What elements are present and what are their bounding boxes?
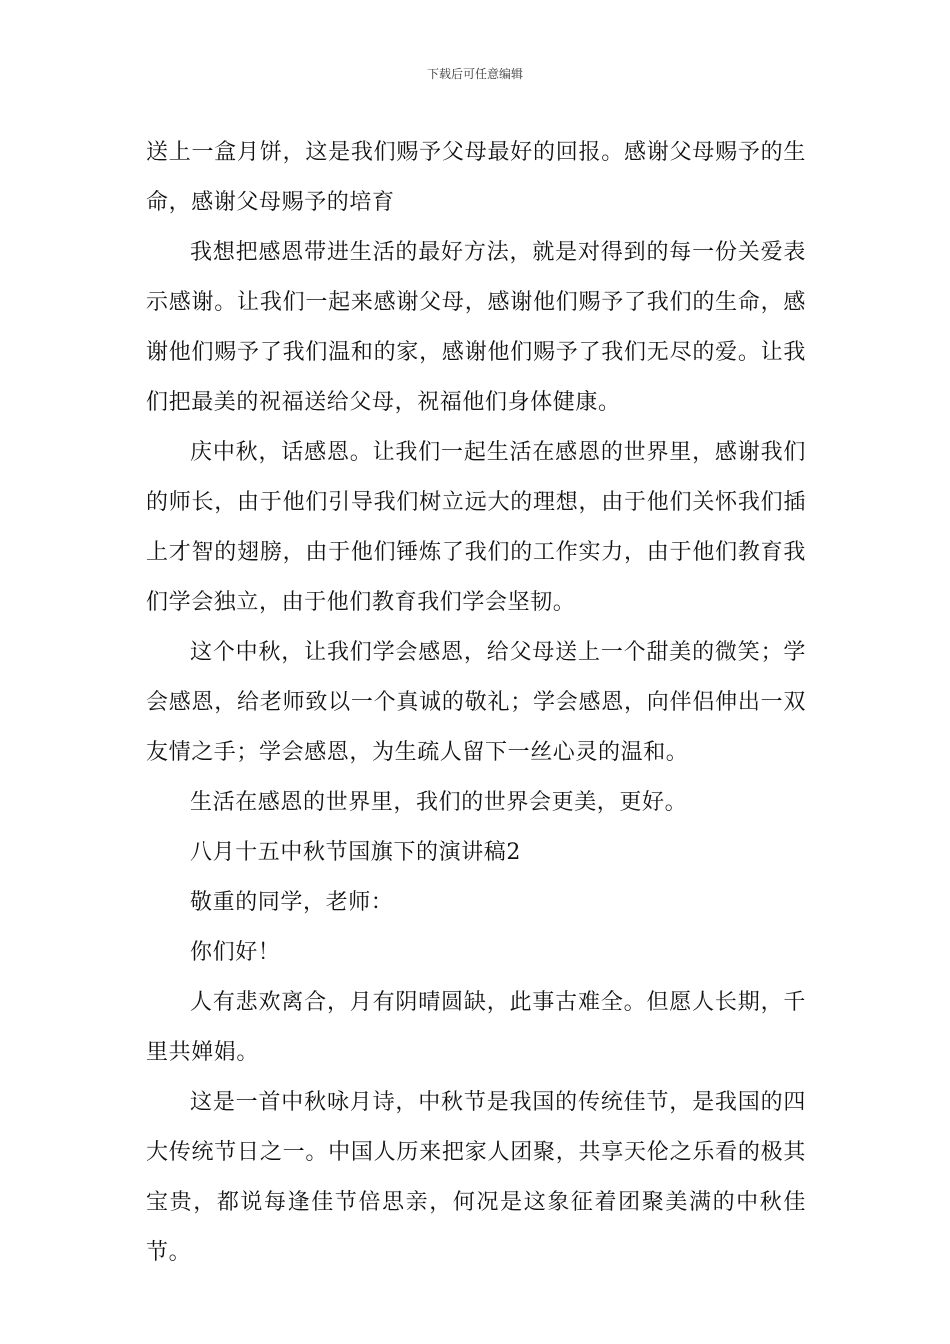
paragraph-10: 这是一首中秋咏月诗，中秋节是我国的传统佳节，是我国的四大传统节日之一。中国人历来把家人团聚，共享天伦之乐看的极其宝贵，都说每逢佳节倍思亲，何况是这象征着团聚美满的中秋佳节。: [146, 1090, 806, 1265]
paragraph-3: 庆中秋，话感恩。让我们一起生活在感恩的世界里，感谢我们的师长，由于他们引导我们树立远大的理想，由于他们关怀我们插上才智的翅膀，由于他们锤炼了我们的工作实力，由于他们教育我们学会独立，由于他们教育我们学会坚韧。: [146, 440, 806, 615]
paragraph-1: 送上一盒月饼，这是我们赐予父母最好的回报。感谢父母赐予的生命，感谢父母赐予的培育: [146, 140, 806, 215]
paragraph-poem: 人有悲欢离合，月有阴晴圆缺，此事古难全。但愿人长期，千里共婵娟。: [146, 990, 806, 1065]
greeting: 你们好！: [190, 940, 281, 965]
document-body: [146, 128, 806, 1278]
paragraph-2: 我想把感恩带进生活的最好方法，就是对得到的每一份关爱表示感谢。让我们一起来感谢父母，感谢他们赐予了我们的生命，感谢他们赐予了我们温和的家，感谢他们赐予了我们无尽的爱。让我们把最美的祝福送给父母，祝福他们身体健康。: [146, 240, 806, 415]
paragraph-5: 生活在感恩的世界里，我们的世界会更美，更好。: [190, 790, 688, 815]
page-header: 下载后可任意编辑: [426, 67, 523, 81]
salutation: 敬重的同学，老师：: [190, 890, 394, 915]
paragraph-4: 这个中秋，让我们学会感恩，给父母送上一个甜美的微笑；学会感恩，给老师致以一个真诚的敬礼；学会感恩，向伴侣伸出一双友情之手；学会感恩，为生疏人留下一丝心灵的温和。: [146, 640, 806, 765]
section-title: 八月十五中秋节国旗下的演讲稿2: [190, 840, 521, 865]
